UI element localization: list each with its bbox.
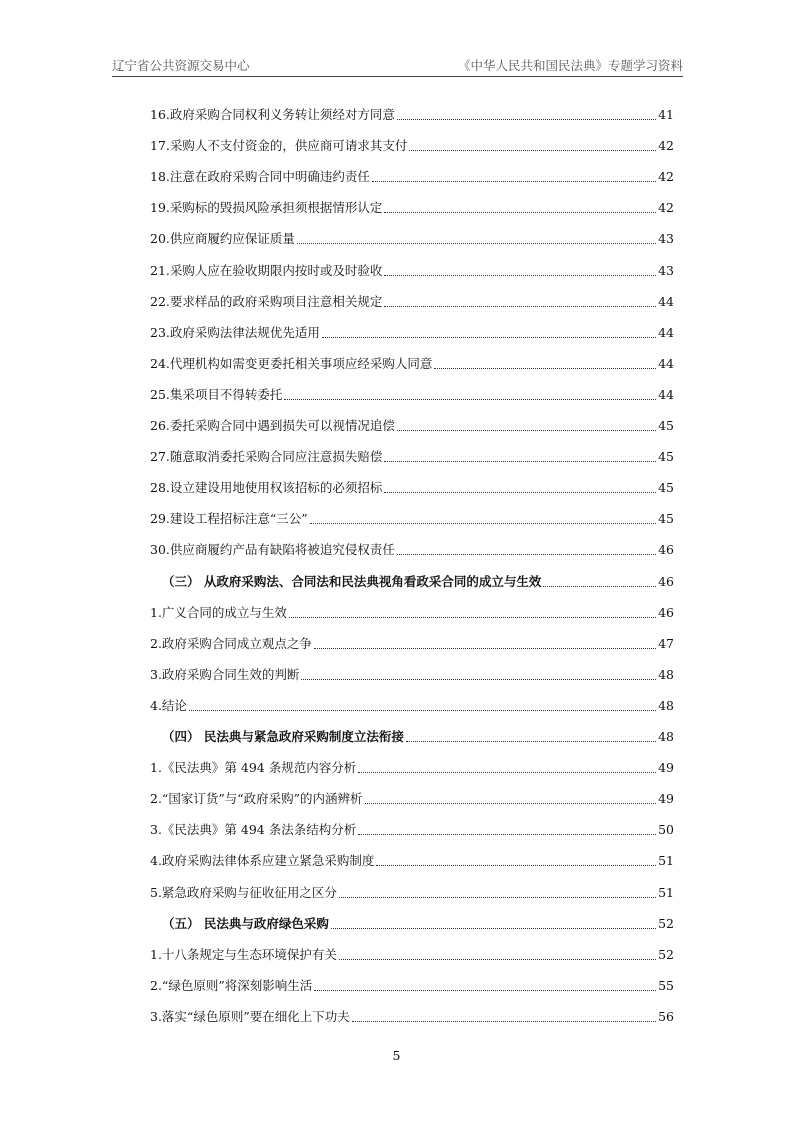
toc-entry[interactable]: [150, 161, 674, 185]
toc-leader-dots: [322, 337, 656, 338]
toc-entry-page: 47: [658, 635, 674, 651]
toc-leader-dots: [376, 865, 656, 866]
toc-entry-title: 3.落实“绿色原则”要在细化上下功夫: [150, 1008, 350, 1024]
toc-entry-title: （四） 民法典与紧急政府采购制度立法衔接: [162, 729, 404, 744]
toc-entry[interactable]: [150, 814, 674, 838]
toc-leader-dots: [314, 648, 656, 649]
toc-entry[interactable]: [150, 255, 674, 279]
toc-entry-title: 4.结论: [150, 697, 187, 713]
toc-entry[interactable]: [150, 503, 674, 527]
toc-entry-page: 51: [658, 853, 674, 869]
toc-leader-dots: [406, 741, 656, 742]
toc-leader-dots: [339, 959, 656, 960]
toc-entry-page: 50: [658, 822, 674, 838]
toc-entry-title: 17.采购人不支付资金的，供应商可请求其支付: [150, 138, 408, 154]
toc-entry[interactable]: [150, 939, 674, 963]
toc-entry[interactable]: [150, 534, 674, 558]
toc-entry-title: 16.政府采购合同权利义务转让须经对方同意: [150, 107, 395, 122]
toc-leader-dots: [301, 679, 656, 680]
toc-entry-title: 1.十八条规定与生态环境保护有关: [150, 946, 337, 962]
toc-entry-page: 52: [658, 946, 674, 962]
toc-leader-dots: [384, 306, 656, 307]
toc-entry-title: 30.供应商履约产品有缺陷将被追究侵权责任: [150, 542, 395, 558]
toc-leader-dots: [397, 554, 656, 555]
toc-entry[interactable]: [150, 441, 674, 465]
toc-section-heading[interactable]: [162, 566, 674, 590]
page-number: 5: [392, 1048, 401, 1063]
toc-entry-page: 52: [658, 915, 674, 931]
toc-entry[interactable]: [150, 659, 674, 683]
toc-entry[interactable]: [150, 286, 674, 310]
toc-entry-title: 29.建设工程招标注意“三公”: [150, 511, 308, 527]
toc-leader-dots: [189, 710, 656, 711]
toc-entry-title: 24.代理机构如需变更委托相关事项应经采购人同意: [150, 355, 433, 371]
toc-leader-dots: [397, 119, 656, 120]
header-organization: 辽宁省公共资源交易中心: [112, 58, 250, 73]
toc-leader-dots: [409, 150, 656, 151]
toc-entry-page: 55: [658, 977, 674, 993]
toc-entry-page: 42: [658, 138, 674, 154]
toc-entry[interactable]: [150, 99, 674, 123]
toc-entry[interactable]: [150, 877, 674, 901]
toc-entry-page: 45: [658, 418, 674, 433]
toc-leader-dots: [352, 1021, 656, 1022]
header-document-title: 《中华人民共和国民法典》专题学习资料: [457, 58, 683, 73]
toc-entry-page: 48: [658, 666, 674, 682]
toc-entry-title: 2.“绿色原则”将深刻影响生活: [150, 977, 313, 993]
toc-entry-title: 18.注意在政府采购合同中明确违约责任: [150, 169, 370, 185]
toc-leader-dots: [397, 430, 656, 431]
toc-entry-title: 21.采购人应在验收期限内按时或及时验收: [150, 262, 383, 278]
toc-leader-dots: [384, 461, 656, 462]
toc-entry-page: 49: [658, 791, 674, 807]
toc-leader-dots: [358, 834, 656, 835]
toc-entry-page: 44: [658, 293, 674, 309]
toc-leader-dots: [384, 492, 656, 493]
toc-leader-dots: [314, 990, 656, 991]
toc-entry[interactable]: [150, 628, 674, 652]
toc-entry-page: 56: [658, 1008, 674, 1024]
toc-entry[interactable]: [150, 223, 674, 247]
toc-entry-title: 5.紧急政府采购与征收征用之区分: [150, 884, 337, 900]
toc-entry-title: 26.委托采购合同中遇到损失可以视情况追偿: [150, 418, 395, 433]
toc-entry-title: （五） 民法典与政府绿色采购: [162, 915, 329, 931]
toc-entry[interactable]: [150, 348, 674, 372]
toc-entry-page: 44: [658, 355, 674, 371]
toc-entry[interactable]: [150, 783, 674, 807]
header-rule: [112, 76, 683, 77]
toc-section-heading[interactable]: [162, 721, 674, 745]
toc-entry-page: 43: [658, 262, 674, 278]
toc-entry[interactable]: [150, 1001, 674, 1025]
toc-entry-page: 49: [658, 760, 674, 776]
toc-leader-dots: [384, 275, 656, 276]
toc-entry-title: 3.政府采购合同生效的判断: [150, 666, 300, 682]
toc-leader-dots: [372, 181, 656, 182]
toc-entry-page: 42: [658, 200, 674, 216]
toc-entry[interactable]: [150, 472, 674, 496]
toc-leader-dots: [543, 586, 656, 587]
toc-entry-title: 19.采购标的毁损风险承担须根据情形认定: [150, 200, 383, 216]
page-header: [112, 54, 683, 76]
toc-entry[interactable]: [150, 317, 674, 341]
toc-entry-page: 48: [658, 697, 674, 713]
toc-entry[interactable]: [150, 690, 674, 714]
toc-leader-dots: [289, 617, 656, 618]
toc-entry-page: 46: [658, 604, 674, 620]
toc-entry-page: 42: [658, 169, 674, 185]
toc-entry-page: 43: [658, 231, 674, 247]
toc-leader-dots: [297, 243, 656, 244]
toc-leader-dots: [284, 399, 656, 400]
toc-entry-title: （三） 从政府采购法、合同法和民法典视角看政采合同的成立与生效: [162, 573, 542, 589]
toc-entry[interactable]: [150, 597, 674, 621]
toc-leader-dots: [365, 803, 657, 804]
toc-entry-page: 45: [658, 449, 674, 465]
toc-entry-page: 48: [658, 729, 674, 744]
toc-entry-title: 1.《民法典》第 494 条规范内容分析: [150, 760, 357, 776]
toc-entry-title: 23.政府采购法律法规优先适用: [150, 324, 320, 340]
toc-entry[interactable]: [150, 410, 674, 434]
toc-leader-dots: [434, 368, 656, 369]
toc-entry-page: 46: [658, 542, 674, 558]
toc-entry-page: 44: [658, 386, 674, 402]
toc-entry-title: 27.随意取消委托采购合同应注意损失赔偿: [150, 449, 383, 465]
toc-entry[interactable]: [150, 379, 674, 403]
toc-entry-title: 4.政府采购法律体系应建立紧急采购制度: [150, 853, 375, 869]
toc-entry-page: 45: [658, 480, 674, 496]
toc-entry[interactable]: [150, 130, 674, 154]
toc-entry-title: 25.集采项目不得转委托: [150, 386, 283, 402]
toc-entry-title: 2.政府采购合同成立观点之争: [150, 635, 312, 651]
toc-entry-page: 51: [658, 884, 674, 900]
toc-leader-dots: [384, 212, 656, 213]
toc-entry-title: 1.广义合同的成立与生效: [150, 604, 287, 620]
toc-entry-page: 45: [658, 511, 674, 527]
toc-leader-dots: [358, 772, 656, 773]
toc-entry-page: 46: [658, 573, 674, 589]
toc-entry-title: 2.“国家订货”与“政府采购”的内涵辨析: [150, 791, 363, 807]
toc-entry[interactable]: [150, 752, 674, 776]
toc-leader-dots: [310, 523, 656, 524]
toc-entry[interactable]: [150, 192, 674, 216]
toc-entry-title: 20.供应商履约应保证质量: [150, 231, 295, 247]
toc-leader-dots: [339, 897, 656, 898]
toc-section-heading[interactable]: [162, 908, 674, 932]
toc-entry-title: 28.设立建设用地使用权该招标的必须招标: [150, 480, 383, 496]
toc-entry[interactable]: [150, 845, 674, 869]
toc-entry-title: 22.要求样品的政府采购项目注意相关规定: [150, 293, 383, 309]
toc-entry-page: 41: [658, 107, 674, 122]
toc-entry[interactable]: [150, 970, 674, 994]
toc-entry-page: 44: [658, 324, 674, 340]
toc-entry-title: 3.《民法典》第 494 条法条结构分析: [150, 822, 357, 838]
toc-leader-dots: [331, 928, 656, 929]
